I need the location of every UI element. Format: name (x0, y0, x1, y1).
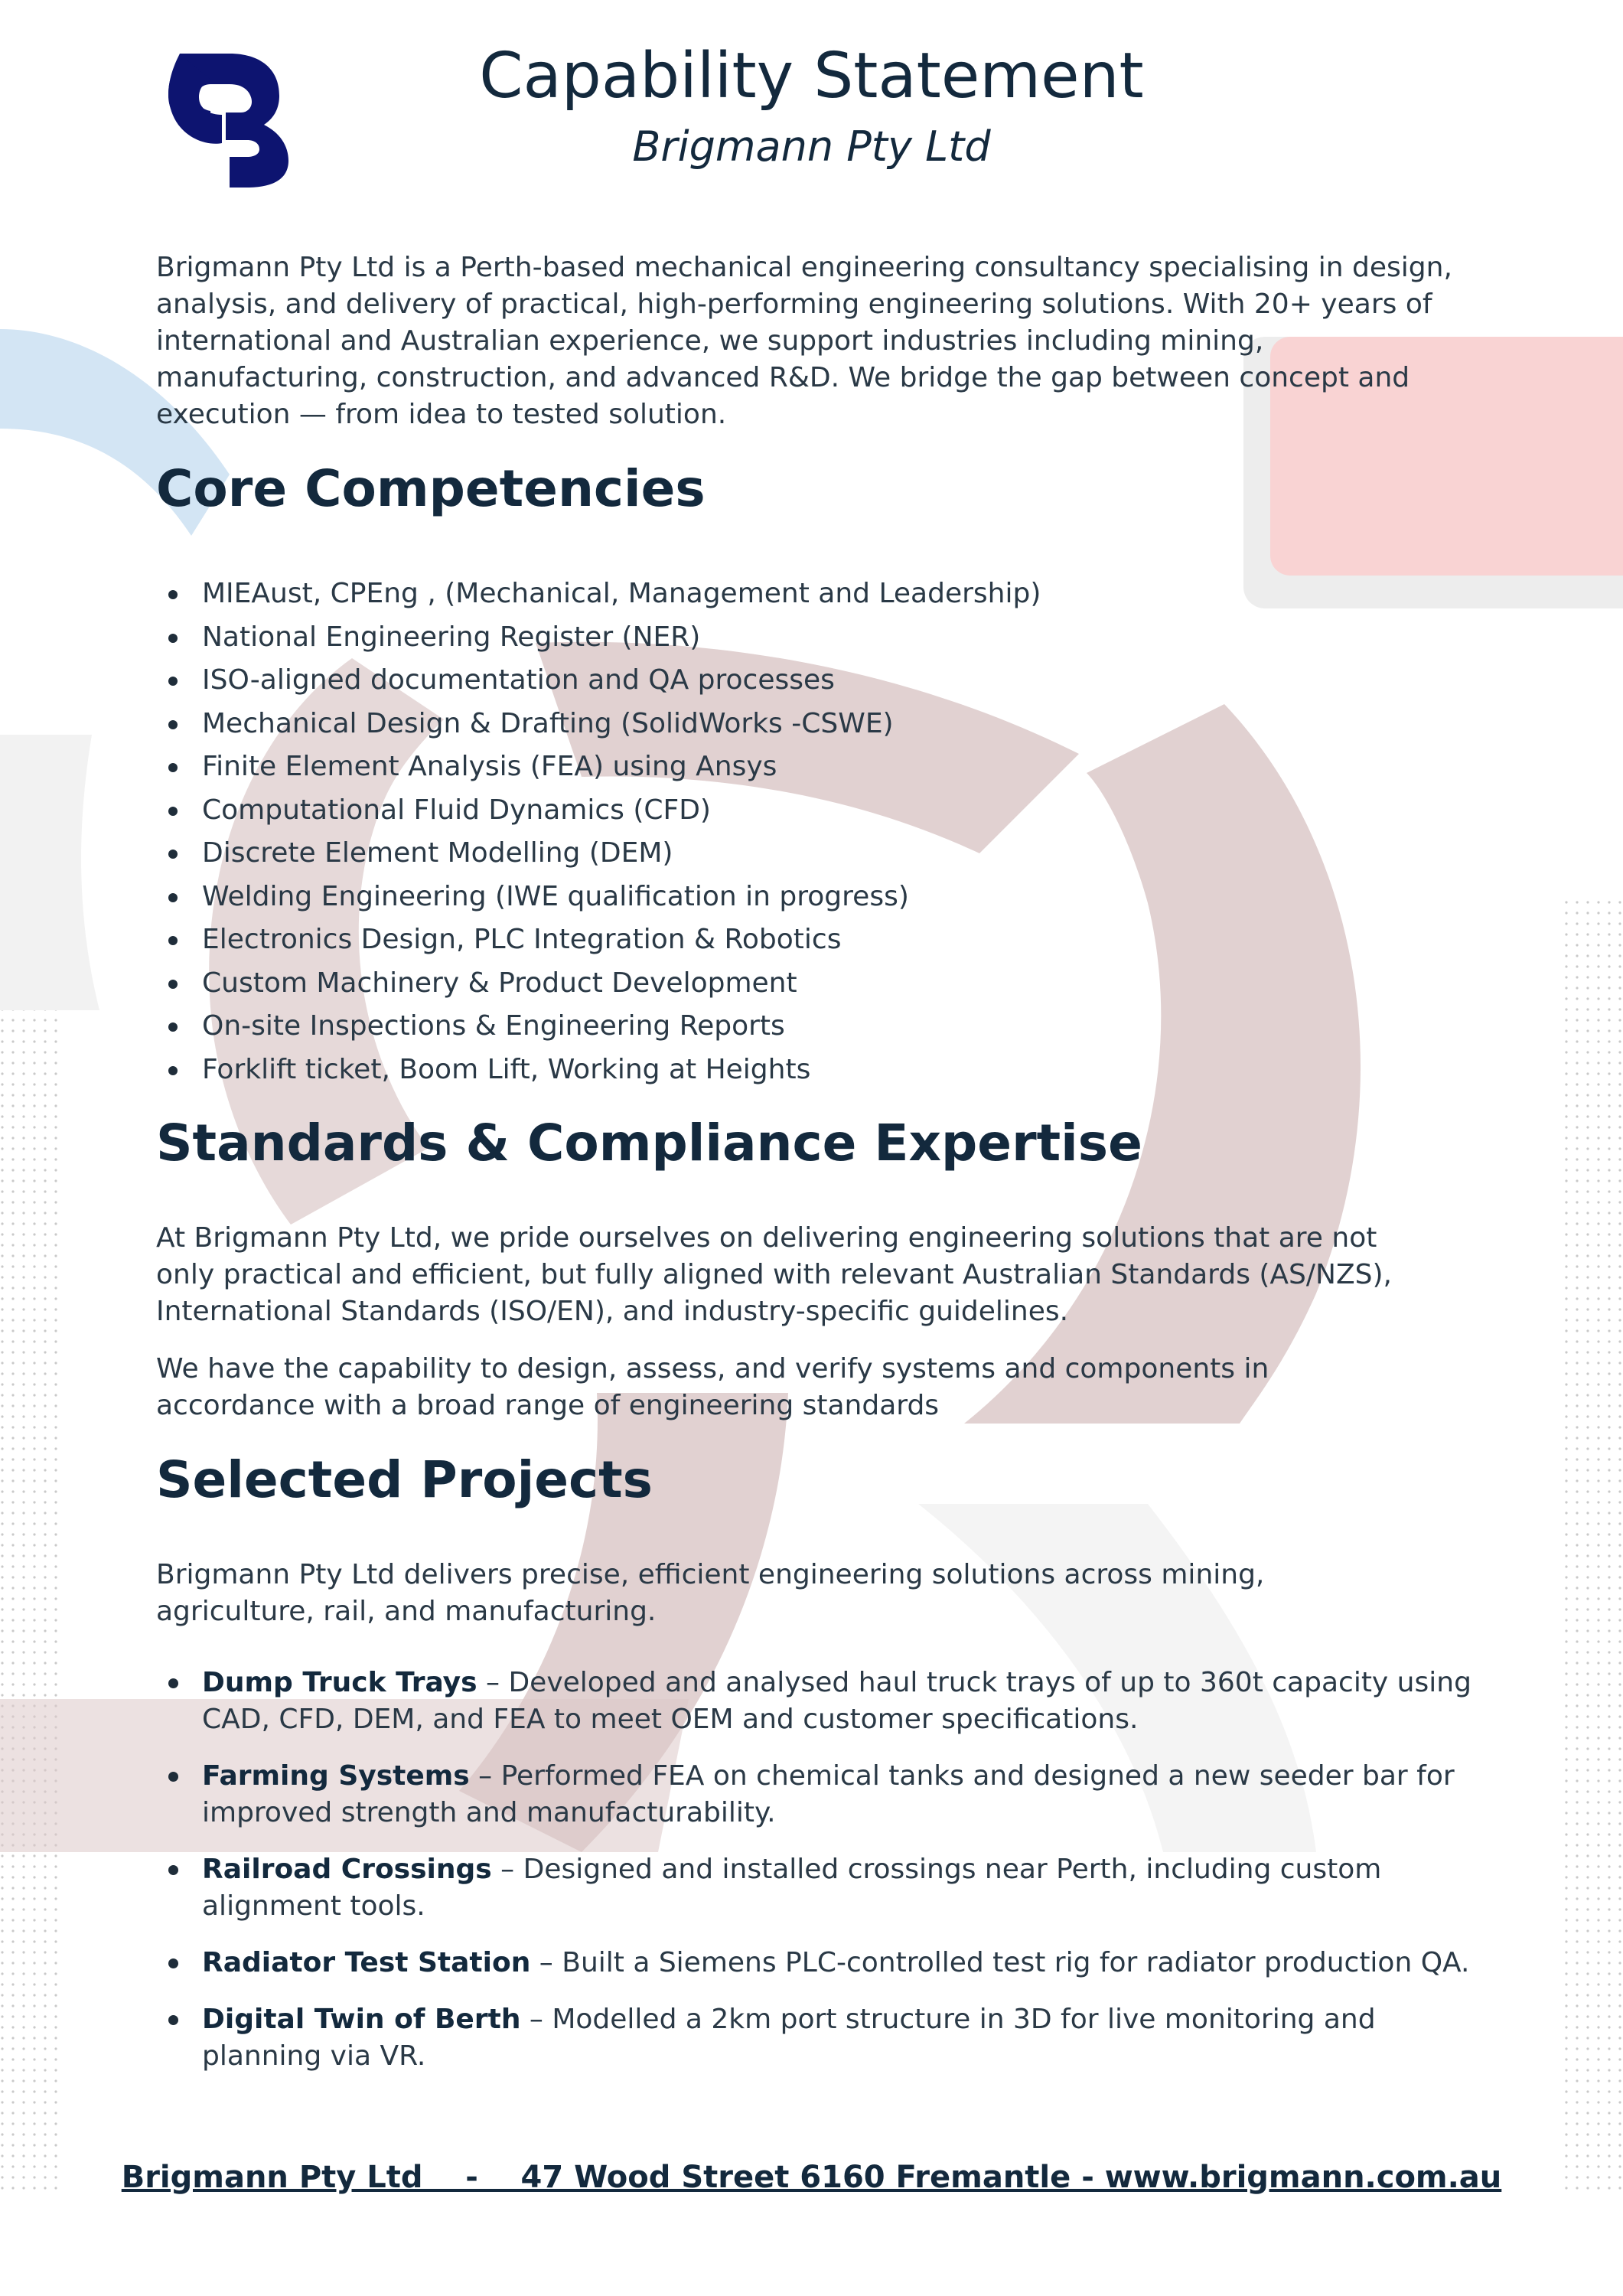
project-title: Digital Twin of Berth (202, 2004, 521, 2035)
intro-paragraph: Brigmann Pty Ltd is a Perth-based mechanical engineering consultancy specialising in design, analysis, and delivery of practical, high-performing engineering solutions. With 20+ years of international and Australian experience, we support industries including mining, manufacturing, construction, and advanced R&D. We bridge the gap between concept and execution — from idea to tested solution. (156, 252, 1452, 430)
project-title: Farming Systems (202, 1760, 470, 1792)
footer-contact-link[interactable]: Brigmann Pty Ltd - 47 Wood Street 6160 Fremantle - www.brigmann.com.au (121, 2160, 1502, 2195)
project-title: Railroad Crossings (202, 1854, 492, 1885)
list-item: Welding Engineering (IWE qualification in progress) (202, 876, 1041, 919)
standards-heading: Standards & Compliance Expertise (156, 1114, 1142, 1172)
core-competencies-list (156, 572, 1041, 1091)
project-item-radiator-test-station (202, 1945, 1472, 1981)
page-title: Capability Statement (479, 40, 1144, 113)
project-description: – Developed and analysed haul truck trays of up to 360t capacity using CAD, CFD, DEM, and FEA to meet OEM and customer specifications. (202, 1667, 1471, 1735)
list-item: Custom Machinery & Product Development (202, 962, 1041, 1006)
projects-intro-paragraph: Brigmann Pty Ltd delivers precise, efficient engineering solutions across mining, agriculture, rail, and manufacturing. (156, 1559, 1265, 1627)
standards-paragraph-1: At Brigmann Pty Ltd, we pride ourselves on delivering engineering solutions that are not only practical and efficient, but fully aligned with relevant Australian Standards (AS/NZS), International Standards (ISO/EN), and industry-specific guidelines. (156, 1222, 1392, 1327)
project-title: Dump Truck Trays (202, 1667, 477, 1698)
selected-projects-heading: Selected Projects (156, 1450, 653, 1509)
list-item: ISO-aligned documentation and QA processes (202, 659, 1041, 703)
list-item: Finite Element Analysis (FEA) using Ansys (202, 745, 1041, 789)
project-item-farming-systems (202, 1758, 1472, 1831)
list-item: Discrete Element Modelling (DEM) (202, 832, 1041, 876)
core-competencies-heading: Core Competencies (156, 459, 706, 518)
projects-list (156, 1665, 1472, 2095)
list-item: Computational Fluid Dynamics (CFD) (202, 789, 1041, 833)
standards-paragraph-2: We have the capability to design, assess, and verify systems and components in accordance with a broad range of engineering standards (156, 1353, 1269, 1421)
list-item: National Engineering Register (NER) (202, 616, 1041, 660)
project-item-railroad-crossings (202, 1851, 1472, 1925)
page-subtitle: Brigmann Pty Ltd (632, 122, 991, 171)
list-item: Mechanical Design & Drafting (SolidWorks -CSWE) (202, 703, 1041, 746)
project-description: – Designed and installed crossings near Perth, including custom alignment tools. (202, 1854, 1382, 1922)
list-item: Electronics Design, PLC Integration & Robotics (202, 918, 1041, 962)
project-title: Radiator Test Station (202, 1947, 531, 1978)
list-item: On-site Inspections & Engineering Reports (202, 1005, 1041, 1049)
project-item-dump-truck-trays (202, 1665, 1472, 1738)
project-description: – Performed FEA on chemical tanks and designed a new seeder bar for improved strength and manufacturability. (202, 1760, 1455, 1828)
list-item: Forklift ticket, Boom Lift, Working at Heights (202, 1049, 1041, 1092)
list-item: MIEAust, CPEng , (Mechanical, Management and Leadership) (202, 572, 1041, 616)
project-description: – Modelled a 2km port structure in 3D for live monitoring and planning via VR. (202, 2004, 1376, 2072)
project-item-digital-twin-of-berth (202, 2001, 1472, 2075)
project-description: – Built a Siemens PLC-controlled test rig for radiator production QA. (530, 1947, 1470, 1978)
